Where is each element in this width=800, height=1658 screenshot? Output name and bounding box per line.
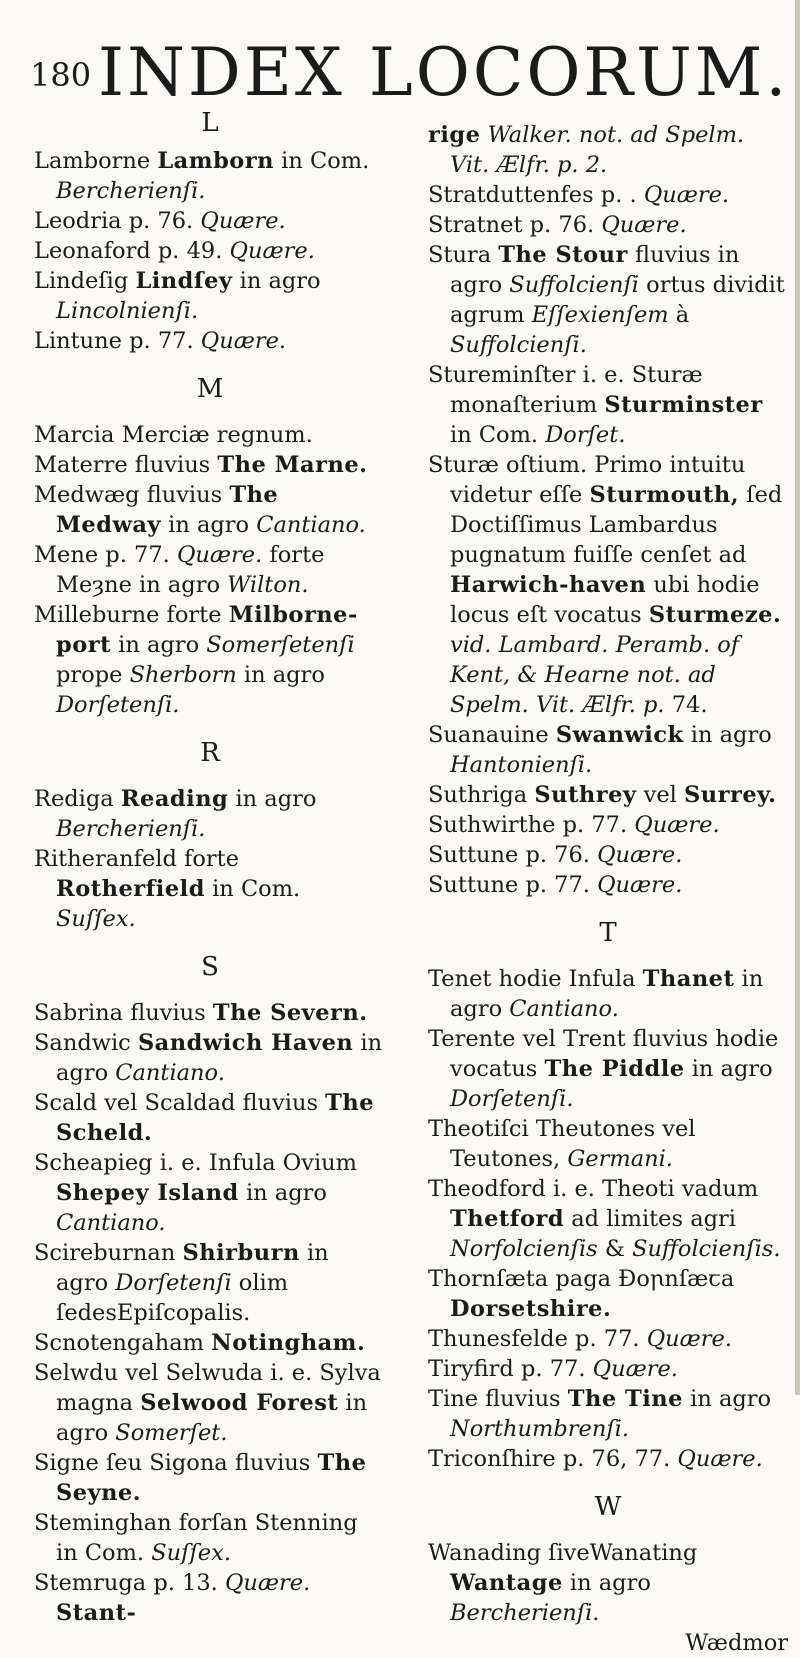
entry-text: in agro [160,512,257,538]
entry-text: in agro [56,1240,329,1296]
entry-text: Suanauine [428,722,556,748]
vernacular-name: Sturmeze. [648,602,782,628]
vernacular-name: Shepey Island [56,1180,239,1206]
entry-text [480,122,487,148]
index-entry [34,1358,386,1448]
entry-text: Selwdu vel Selwuda i. e. Sylva magna [34,1360,381,1416]
entry-text: Thunesfelde p. 77. [428,1326,647,1352]
entry-text: Stemruga p. 13. [34,1570,225,1596]
section-letter: R [200,738,220,768]
entry-text: Leodria p. 76. [34,208,201,234]
entry-text: Wædmor [685,1630,788,1656]
entry-text: in agro [682,1386,772,1412]
index-entry [428,964,788,1024]
section-letter: L [201,108,219,138]
section-letter: W [594,1492,622,1522]
vernacular-name: The Seyne. [56,1450,367,1506]
index-entry [428,1324,788,1354]
index-entry [34,1028,386,1088]
index-entry [34,1148,386,1238]
italic-text: Somerſetenſi [206,632,355,658]
entry-text: Ritheranfeld forte [34,846,240,872]
vernacular-name: The Piddle [544,1056,685,1082]
index-entry [34,540,386,600]
index-entry [428,120,788,180]
italic-text: Dorſetenſi [115,1270,232,1296]
entry-text: Leonaford p. 49. [34,238,230,264]
entry-text: Mene p. 77. [34,542,177,568]
entry-text: Scireburnan [34,1240,183,1266]
index-entry [428,780,788,810]
italic-text: Lincolnienſi. [56,298,199,324]
index-entry [428,360,788,450]
index-entry [428,210,788,240]
entry-text: Sturæ oſtium. Primo intuitu videtur eſſe [428,452,746,508]
index-entry [428,1384,788,1444]
vernacular-name: Stant- [56,1600,137,1626]
vernacular-name: The Medway [56,482,279,538]
entry-text: ortus dividit agrum [450,272,785,328]
entry-text: Stratnet p. 76. [428,212,602,238]
entry-text: & [597,1236,633,1262]
italic-text: Quære. [224,1570,311,1596]
entry-text: Suttune p. 77. [428,872,598,898]
vernacular-name: Sturmouth, [589,482,740,508]
vernacular-name: Dorsetshire. [450,1296,612,1322]
vernacular-name: Notingham. [211,1330,366,1356]
italic-text: Dorſetenſi. [450,1086,574,1112]
entry-text: Lamborne [34,148,158,174]
italic-text: Suffolcienſi. [450,332,587,358]
page-edge [795,0,800,1395]
italic-text: Quære. [601,212,687,238]
entry-text: in agro [228,786,317,812]
entry-text: in agro [562,1570,651,1596]
italic-text: Suſſex. [151,1540,231,1566]
vernacular-name: Harwich-haven [450,572,647,598]
vernacular-name: The Marne. [217,452,368,478]
index-entry [34,420,386,450]
entry-text: in agro [450,966,764,1022]
entry-text: in agro [683,722,772,748]
italic-text: Norfolcienſis [450,1236,598,1262]
italic-text: Quære. [597,842,683,868]
italic-text: Bercherienſi. [56,178,206,204]
index-entry [34,1508,386,1568]
entry-text: ubi hodie locus eſt vocatus [450,572,760,628]
entry-text: Medwæg fluvius [34,482,230,508]
index-entry [34,600,386,720]
vernacular-name: The Tine [567,1386,683,1412]
entry-text: à [668,302,690,328]
entry-text: in Com. [204,876,301,902]
index-entry [34,326,386,356]
entry-text: in agro [236,662,325,688]
entry-text: Wanading ſiveWanating [428,1540,698,1566]
index-entry [34,266,386,326]
entry-text: Milleburne forte [34,602,229,628]
index-entry [34,1448,386,1508]
entry-text: in agro [684,1056,773,1082]
vernacular-name: rige [428,122,481,148]
italic-text: Germani. [567,1146,673,1172]
left-column [34,108,386,1628]
italic-text: vid. Lambard. Peramb. of Kent, & Hearne not. ad Spelm. Vit. Ælfr. p. [450,632,740,718]
italic-text: Quære. [176,542,263,568]
italic-text: Walker. not. ad Spelm. Vit. Ælfr. p. 2. [450,122,745,178]
entry-text: Sabrina fluvius [34,1000,213,1026]
italic-text: Sherborn [129,662,237,688]
page-header [30,34,790,111]
vernacular-name: Wantage [450,1570,563,1596]
italic-text: Northumbrenſi. [450,1416,629,1442]
index-entry [34,844,386,934]
entry-text: Scnotengaham [34,1330,212,1356]
index-entry [34,1328,386,1358]
italic-text: Bercherienſi. [56,816,206,842]
italic-text: Suffolcienſis. [632,1236,781,1262]
entry-text: Tine fluvius [428,1386,568,1412]
entry-text: Scheapieg i. e. Infula Ovium [34,1150,357,1176]
vernacular-name: The Stour [498,242,628,268]
vernacular-name: Sandwich Haven [137,1030,354,1056]
italic-text: Hantonienſi. [450,752,593,778]
index-entry [428,840,788,870]
italic-text: Suffolcienſi [509,272,639,298]
section-letter: S [201,952,219,982]
entry-text: Lintune p. 77. [34,328,201,354]
index-entry [34,1568,386,1628]
entry-text: Theodford i. e. Theoti vadum [428,1176,759,1202]
italic-text: Suſſex. [56,906,136,932]
entry-text: Suthwirthe p. 77. [428,812,635,838]
entry-text: ſed Doctiſſimus Lambardus pugnatum fuiſſe cenſet ad [450,482,783,568]
index-entry [428,720,788,780]
index-entry [428,1628,788,1658]
vernacular-name: Milborne-port [56,602,358,658]
entry-text: Tiryfird p. 77. [428,1356,593,1382]
vernacular-name: Surrey. [684,782,777,808]
italic-text: Cantiano. [56,1210,166,1236]
entry-text: vel [636,782,684,808]
italic-text: Quære. [229,238,315,264]
italic-text: Quære. [592,1356,678,1382]
section-letter: M [196,374,224,404]
italic-text: Quære. [643,182,730,208]
italic-text: Quære. [646,1326,733,1352]
vernacular-name: Lindſey [135,268,233,294]
index-entry [428,180,788,210]
index-entry [34,236,386,266]
entry-text: Rediga [34,786,121,812]
vernacular-name: Rotherfield [56,876,205,902]
entry-text: fluvius in agro [450,242,740,298]
italic-text: Cantiano. [115,1060,225,1086]
italic-text: Quære. [597,872,683,898]
vernacular-name: Shirburn [182,1240,300,1266]
entry-text: prope [56,662,130,688]
entry-text: in agro [232,268,321,294]
entry-text: Suttune p. 76. [428,842,598,868]
index-entry [34,998,386,1028]
entry-text: Lindeſig [34,268,136,294]
page-number: 180 [30,56,92,94]
italic-text: Dorſetenſi. [56,692,180,718]
index-entry [34,480,386,540]
index-entry [34,1238,386,1328]
index-entry [428,1444,788,1474]
index-entry [428,1354,788,1384]
italic-text: Eſſexienſem [531,302,669,328]
entry-text: Terente vel Trent fluvius hodie vocatus [428,1026,779,1082]
index-entry [34,1088,386,1148]
entry-text: Stureminſter i. e. Sturæ monaſterium [428,362,703,418]
italic-text: Quære. [677,1446,763,1472]
entry-text: Marcia Merciæ regnum. [34,422,313,448]
index-entry [34,146,386,206]
entry-text: Steminghan forſan Stenning in Com. [34,1510,358,1566]
vernacular-name: Lamborn [157,148,275,174]
italic-text: Quære. [634,812,720,838]
section-letter: T [599,918,617,948]
italic-text: Cantiano. [509,996,619,1022]
vernacular-name: Thanet [642,966,735,992]
entry-text: 74. [664,692,708,718]
index-entry [34,450,386,480]
entry-text: in Com. [450,422,546,448]
vernacular-name: Suthrey [534,782,637,808]
right-column [428,120,788,1658]
italic-text: Dorſet. [545,422,626,448]
entry-text: Theotiſci Theutones vel Teutones, [428,1116,696,1172]
italic-text: Quære. [200,208,286,234]
entry-text: Thornſæta paga Ðoꞃnſæꞇa [428,1266,735,1292]
entry-text: Tenet hodie Infula [428,966,643,992]
entry-text: Materre fluvius [34,452,218,478]
index-entry [428,1538,788,1628]
italic-text: Quære. [200,328,287,354]
entry-text: ad limites agri [564,1206,736,1232]
entry-text: olim ſedesEpiſcopalis. [56,1270,289,1326]
vernacular-name: The Scheld. [56,1090,375,1146]
entry-text: Stratduttenfes p. . [428,182,644,208]
entry-text: in agro [56,1030,383,1086]
vernacular-name: Sturminster [604,392,763,418]
entry-text: Sandwic [34,1030,138,1056]
italic-text: Bercherienſi. [450,1600,600,1626]
entry-text: Stura [428,242,499,268]
italic-text: Wilton. [227,572,309,598]
entry-text: in agro [56,1390,368,1446]
index-entry [34,784,386,844]
index-entry [428,1174,788,1264]
entry-text: in agro [238,1180,327,1206]
italic-text: Cantiano. [256,512,366,538]
index-entry [428,870,788,900]
vernacular-name: Swanwick [555,722,684,748]
entry-text: Suthriga [428,782,535,808]
vernacular-name: Reading [120,786,229,812]
index-entry [428,810,788,840]
vernacular-name: Thetford [450,1206,565,1232]
entry-text: forte Meȝne in agro [56,542,325,598]
running-title: INDEX LOCORUM. [98,34,790,111]
index-entry [34,206,386,236]
entry-text: in Com. [274,148,370,174]
italic-text: Somerſet. [115,1420,228,1446]
index-entry [428,1024,788,1114]
index-entry [428,1264,788,1324]
vernacular-name: Selwood Forest [140,1390,339,1416]
entry-text: Triconſhire p. 76, 77. [428,1446,678,1472]
index-entry [428,450,788,720]
index-entry [428,240,788,360]
vernacular-name: The Severn. [212,1000,368,1026]
entry-text: Scald vel Scaldad fluvius [34,1090,326,1116]
entry-text: Signe ſeu Sigona fluvius [34,1450,318,1476]
index-entry [428,1114,788,1174]
entry-text: in agro [111,632,207,658]
